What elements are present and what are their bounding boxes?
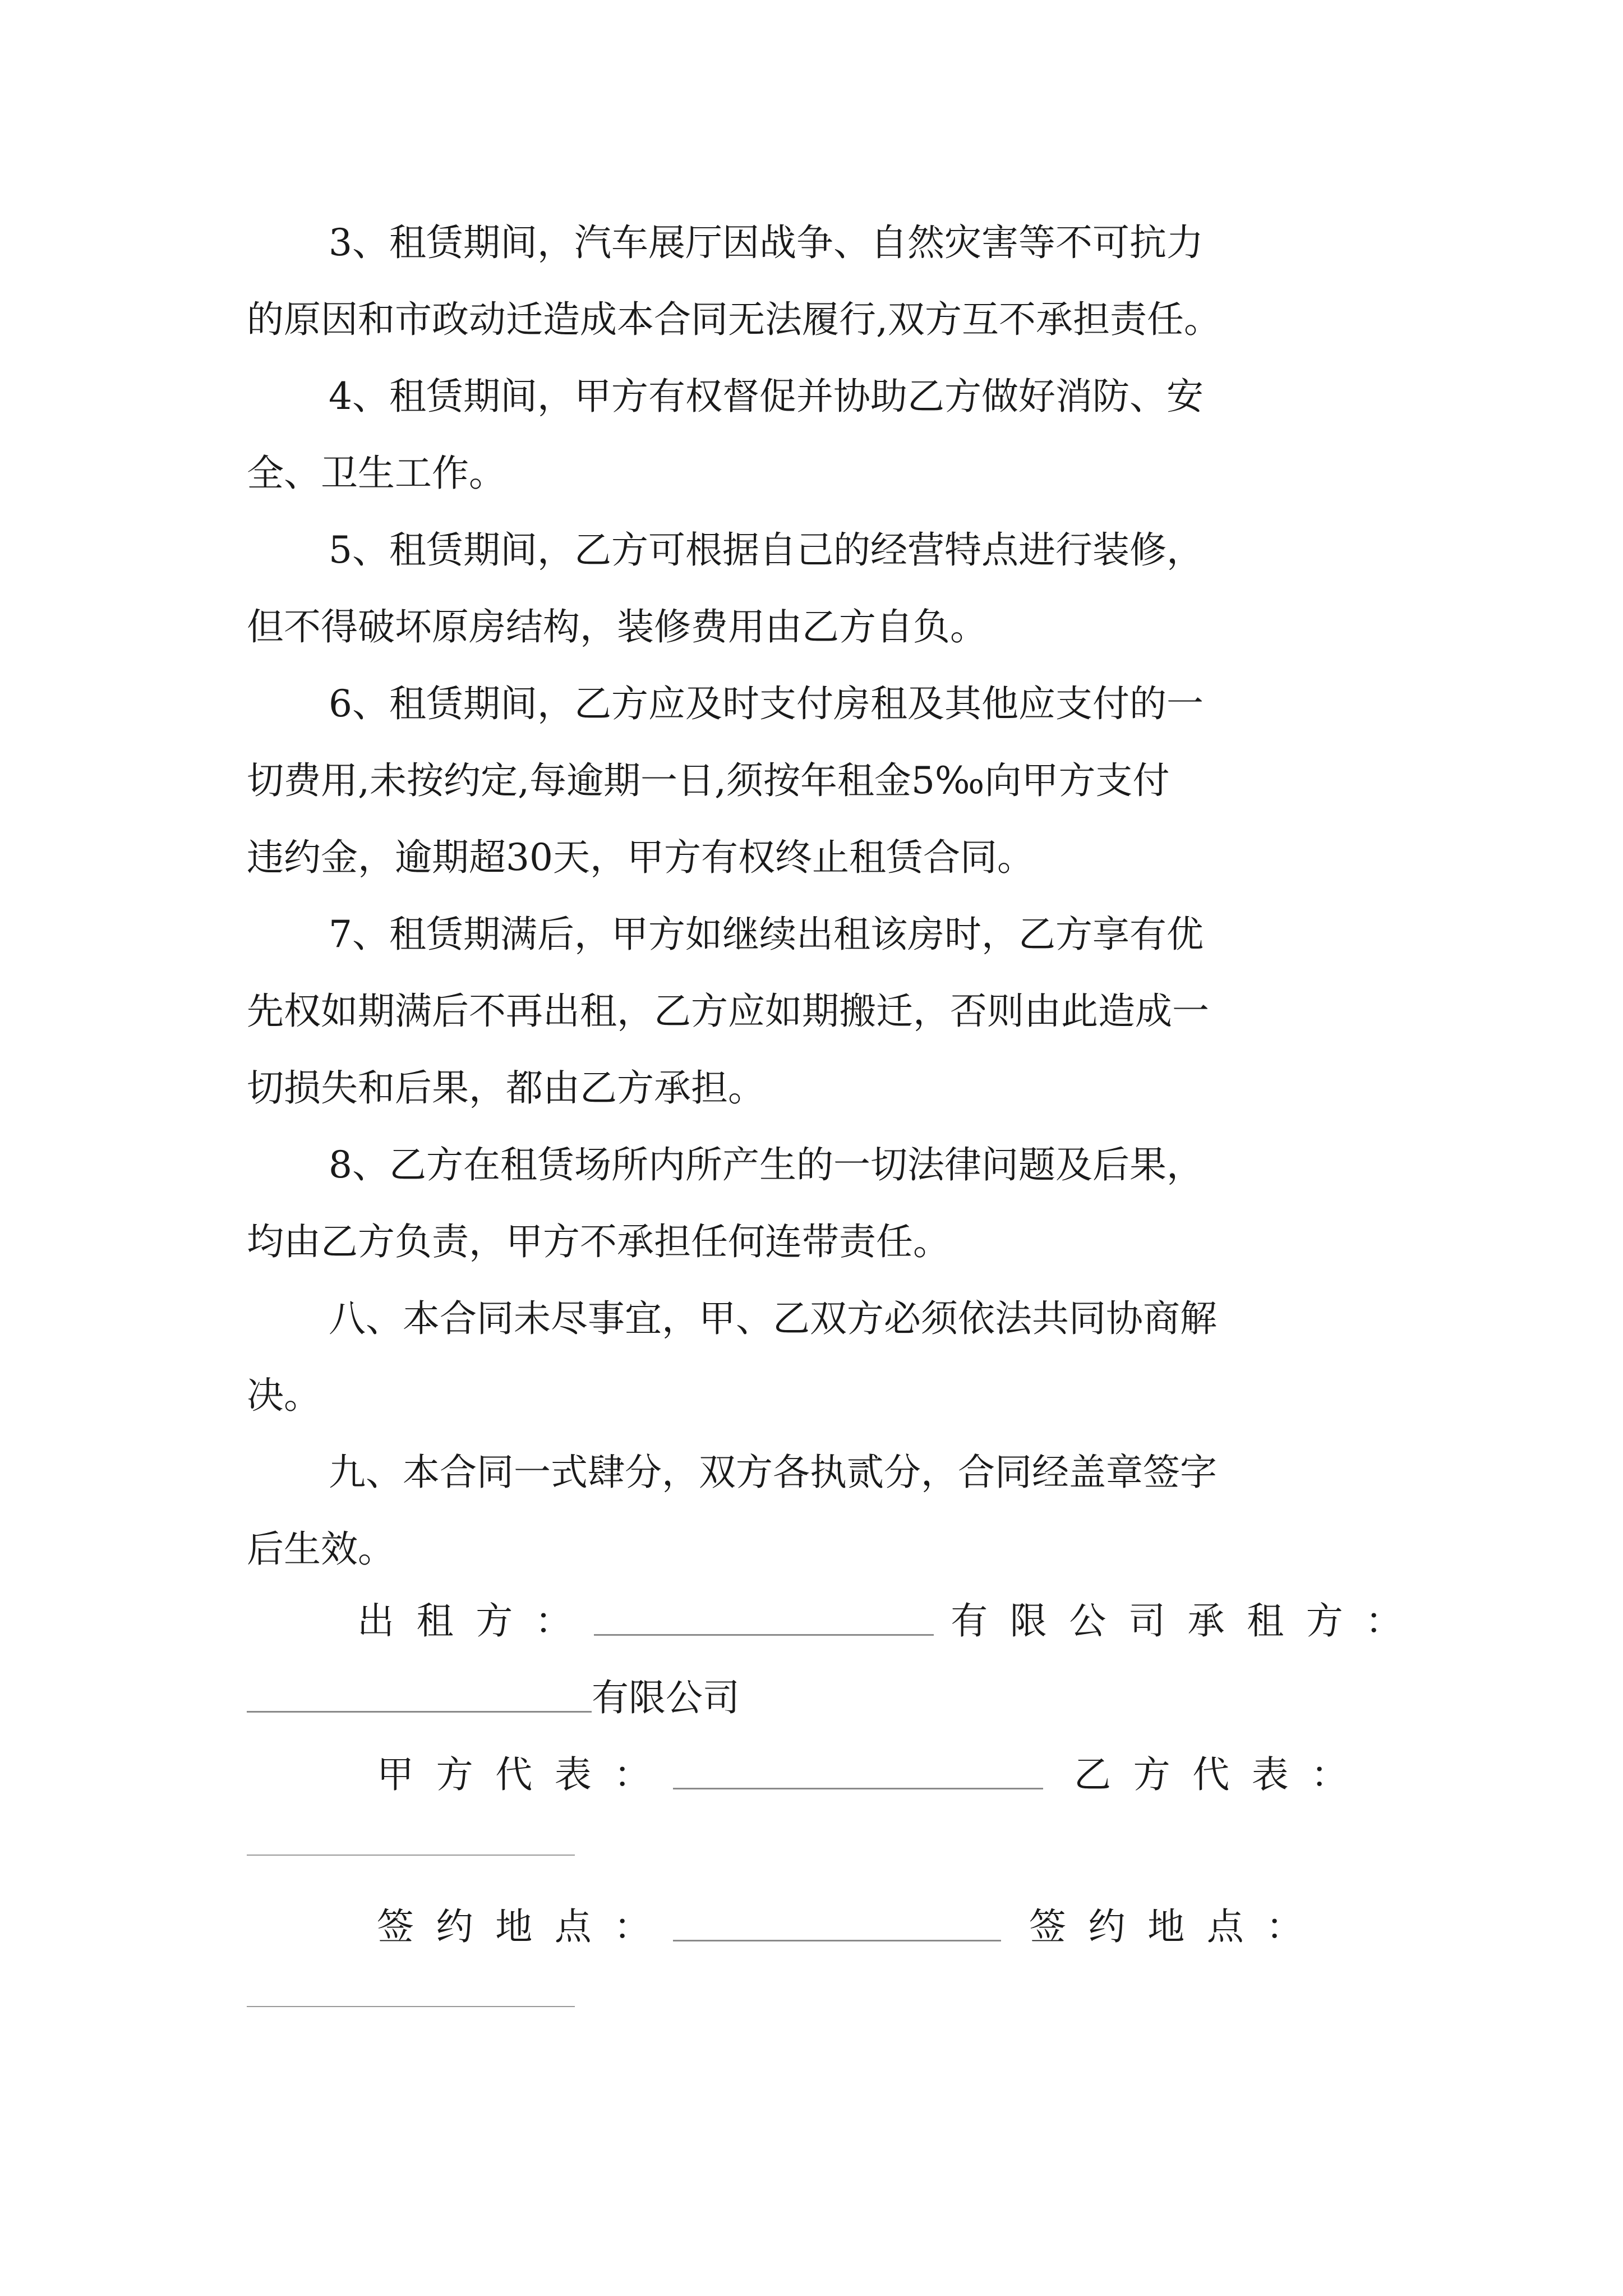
text-line: 决。 xyxy=(247,1374,321,1417)
text-line: 切费用,未按约定,每逾期一日,须按年租金5‰向甲方支付 xyxy=(247,759,1170,802)
text-line: 均由乙方负责，甲方不承担任何连带责任。 xyxy=(247,1220,950,1263)
text-line: 违约金，逾期超30天，甲方有权终止租赁合同。 xyxy=(247,836,1034,879)
clause-ba xyxy=(247,1291,1424,1444)
clause-5 xyxy=(247,522,1424,676)
lessee-row xyxy=(247,1670,1424,1726)
clause-7 xyxy=(247,907,1424,1137)
text-line: 3、租赁期间，汽车展厅因战争、自然灾害等不可抗力 xyxy=(329,221,1204,264)
place-b-row xyxy=(247,1964,1424,2021)
text-line: 5、租赁期间，乙方可根据自己的经营特点进行装修， xyxy=(329,528,1204,572)
text-line: 4、租赁期间，甲方有权督促并协助乙方做好消防、安 xyxy=(329,375,1204,418)
text-line: 的原因和市政动迁造成本合同无法履行,双方互不承担责任。 xyxy=(247,298,1221,341)
text-line: 全、卫生工作。 xyxy=(247,452,506,495)
clause-3 xyxy=(247,215,1424,369)
place-a-blank[interactable] xyxy=(673,1940,1001,1941)
text-line: 后生效。 xyxy=(247,1527,395,1571)
lessor-label: 出租方： xyxy=(357,1599,594,1642)
lessor-name-blank[interactable] xyxy=(594,1634,934,1636)
clause-4 xyxy=(247,369,1424,522)
party-b-rep-row xyxy=(247,1813,1424,1869)
text-line: 但不得破坏原房结构，装修费用由乙方自负。 xyxy=(247,605,987,648)
text-line: 先权如期满后不再出租，乙方应如期搬迁，否则由此造成一 xyxy=(247,990,1209,1033)
signing-place-row xyxy=(247,1899,1424,1955)
party-b-rep-label: 乙方代表： xyxy=(1074,1753,1370,1796)
text-line: 九、本合同一式肆分，双方各执贰分，合同经盖章签字 xyxy=(329,1451,1217,1494)
text-line: 8、乙方在租赁场所内所产生的一切法律问题及后果， xyxy=(329,1143,1204,1186)
lessee-label: 承租方： xyxy=(1187,1599,1424,1642)
representative-row xyxy=(247,1747,1424,1803)
contract-body xyxy=(247,215,1424,1598)
text-line: 7、租赁期满后，甲方如继续出租该房时，乙方享有优 xyxy=(329,913,1204,956)
place-label-a: 签约地点： xyxy=(377,1905,673,1948)
text-line: 八、本合同未尽事宜，甲、乙双方必须依法共同协商解 xyxy=(329,1297,1217,1340)
lessor-row xyxy=(247,1593,1424,1649)
party-b-rep-blank[interactable] xyxy=(247,1855,575,1856)
lessee-suffix: 有限公司 xyxy=(592,1676,740,1719)
place-b-blank[interactable] xyxy=(247,2006,575,2007)
lessor-suffix: 有限公司 xyxy=(951,1599,1188,1642)
clause-jiu xyxy=(247,1444,1424,1598)
lessee-name-blank[interactable] xyxy=(247,1711,592,1713)
clause-6 xyxy=(247,676,1424,907)
text-line: 6、租赁期间，乙方应及时支付房租及其他应支付的一 xyxy=(329,682,1204,725)
party-a-rep-label: 甲方代表： xyxy=(377,1753,673,1796)
text-line: 切损失和后果，都由乙方承担。 xyxy=(247,1066,765,1110)
clause-8 xyxy=(247,1137,1424,1291)
party-a-rep-blank[interactable] xyxy=(673,1788,1043,1789)
place-label-b: 签约地点： xyxy=(1029,1905,1325,1948)
